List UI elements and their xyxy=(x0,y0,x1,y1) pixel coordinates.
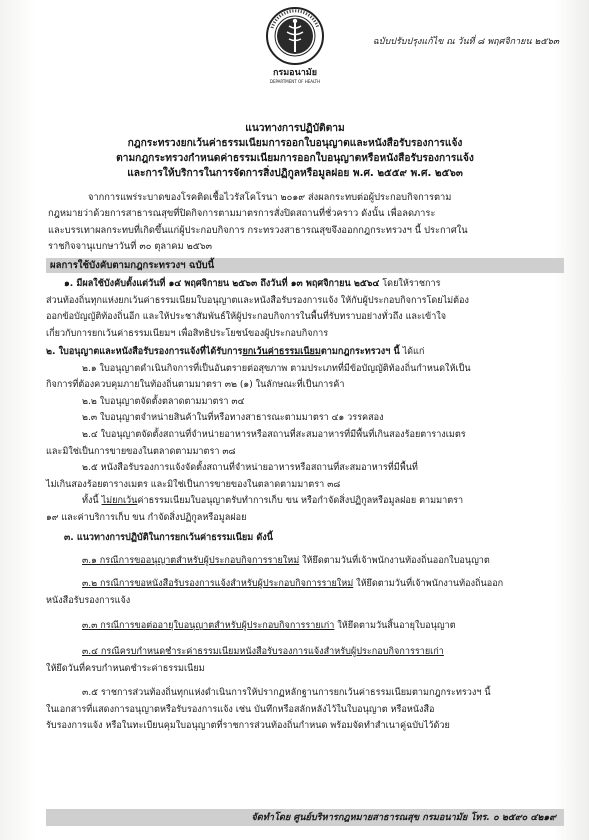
document-title xyxy=(40,121,550,181)
section-2 xyxy=(46,344,562,527)
intro-line: จากการแพร่ระบาดของโรคติดเชื้อไวรัสโคโรนา ๒๐๑๙ ส่งผลกระทบต่อผู้ประกอบกิจการตาม xyxy=(88,192,452,203)
section-2-line: ๒.๔ ใบอนุญาตจัดตั้งสถานที่จำหน่ายอาหารหรือสถานที่สะสมอาหารที่มีพื้นที่เกินสองร้อยตารางเมตร xyxy=(82,429,466,440)
section-2-line: ๒.๓ ใบอนุญาตจำหน่ายสินค้าในที่หรือทางสาธารณะตามมาตรา ๔๑ วรรคสอง xyxy=(82,413,384,424)
section-1-line: เกี่ยวกับการยกเว้นค่าธรรมเนียมฯ เพื่อสิทธิประโยชน์ของผู้ประกอบกิจการ xyxy=(46,328,329,339)
section-3-item-cont: ให้ยึดวันที่ครบกำหนดชำระค่าธรรมเนียม xyxy=(46,663,205,674)
section-2-heading-end: ได้แก่ xyxy=(399,347,425,357)
section-3-item-text: ให้ยึดตามวันที่เจ้าพนักงานท้องถิ่นออก xyxy=(353,579,504,590)
section-1-line: ส่วนท้องถิ่นทุกแห่งยกเว้นค่าธรรมเนียมใบอนุญาตและหนังสือรับรองการแจ้ง ให้กับผู้ประกอบกิจการโดยไม่ต้อง xyxy=(46,295,469,306)
section-2-line: ๒.๒ ใบอนุญาตจัดตั้งตลาดตามมาตรา ๓๔ xyxy=(82,396,245,407)
section-3-item-label: ๓.๑ กรณีการขออนุญาตสำหรับผู้ประกอบกิจการรายใหม่ xyxy=(82,555,300,566)
intro-paragraph xyxy=(48,190,562,255)
section-2-line: ๒.๕ หนังสือรับรองการแจ้งจัดตั้งสถานที่จำหน่ายอาหารหรือสถานที่สะสมอาหารที่มีพื้นที่ xyxy=(82,463,418,474)
section-2-heading-underlined: ยกเว้นค่าธรรมเนียม xyxy=(242,347,321,357)
intro-line: กฎหมายว่าด้วยการสาธารณสุขที่ปิดกิจการตามมาตรการสั่งปิดสถานที่ชั่วคราว ดังนั้น เพื่อลดภาระ xyxy=(48,208,436,220)
section-3-heading: ๓. แนวทางการปฏิบัติในการยกเว้นค่าธรรมเนียม ดังนี้ xyxy=(64,533,273,543)
section-2-note: ทั้งนี้ xyxy=(82,496,102,507)
section-3-last-line: รับรองการแจ้ง หรือในทะเบียนคุมใบอนุญาตที่ราชการส่วนท้องถิ่นกำหนด พร้อมจัดทำสำเนาคู่ฉบับไว้ด้วย xyxy=(46,721,450,732)
section-3-item-label: ๓.๓ กรณีการขอต่ออายุใบอนุญาตสำหรับผู้ประกอบกิจการรายเก่า xyxy=(82,621,335,632)
section-2-heading: ๒. ใบอนุญาตและหนังสือรับรองการแจ้งที่ได้รับการ xyxy=(46,347,243,357)
section-3-last-line: ๓.๕ ราชการส่วนท้องถิ่นทุกแห่งดำเนินการให้ปรากฏหลักฐานการยกเว้นค่าธรรมเนียมตามกฎกระทรวงฯ นี้ xyxy=(82,688,491,699)
section-2-note-line: ๑๙ และค่าบริการเก็บ ขน กำจัดสิ่งปฏิกูลหรือมูลฝอย xyxy=(46,512,247,523)
section-1-line: ออกข้อบัญญัติท้องถิ่นอีก และให้ประชาสัมพันธ์ให้ผู้ประกอบกิจการในพื้นที่รับทราบอย่างทั่วถึง และเข้าใจ xyxy=(46,312,447,323)
title-line: ตามกฎกระทรวงกำหนดค่าธรรมเนียมการออกใบอนุญาตหรือหนังสือรับรองการแจ้ง xyxy=(116,153,474,164)
section-2-line: ๒.๑ ใบอนุญาตดำเนินกิจการที่เป็นอันตรายต่อสุขภาพ ตามประเภทที่มีข้อบัญญัติท้องถิ่นกำหนดให้เป็น xyxy=(82,363,471,374)
section-2-note-rest: ค่าธรรมเนียมใบอนุญาตรับทำการเก็บ ขน หรือกำจัดสิ่งปฏิกูลหรือมูลฝอย ตามมาตรา xyxy=(137,496,464,507)
edition-note: ฉบับปรับปรุงแก้ไข ณ วันที่ ๘ พฤศจิกายน ๒๕๖๓ xyxy=(372,37,559,47)
section-1-heading: ๑. มีผลใช้บังคับตั้งแต่วันที่ ๑๔ พฤศจิกายน ๒๕๖๓ ถึงวันที่ ๑๓ พฤศจิกายน ๒๕๖๔ xyxy=(64,279,380,289)
section-bar: ผลการใช้บังคับตามกฎกระทรวงฯ ฉบับนี้ xyxy=(46,258,564,273)
department-name-thai: กรมอนามัย xyxy=(272,68,318,78)
section-2-heading-tail: ตามกฎกระทรวงฯ นี้ xyxy=(320,347,400,357)
footer-credit: จัดทำโดย ศูนย์บริหารกฎหมายสาธารณสุข กรมอนามัย โทร. ๐ ๒๕๙๐ ๔๒๑๙ xyxy=(46,809,564,826)
section-3-item-label: ๓.๔ กรณีครบกำหนดชำระค่าธรรมเนียมหนังสือรับรองการแจ้งสำหรับผู้ประกอบกิจการรายเก่า xyxy=(82,646,444,657)
section-2-line: และมิใช่เป็นการขายของในตลาดตามมาตรา ๓๘ xyxy=(46,446,236,457)
section-2-note-underlined: ไม่ยกเว้น xyxy=(101,496,138,507)
intro-line: และบรรเทาผลกระทบที่เกิดขึ้นแก่ผู้ประกอบกิจการ กระทรวงสาธารณสุขจึงออกกฎกระทรวงฯ นี้ ประกาศใน xyxy=(48,224,468,236)
section-2-line: ไม่เกินสองร้อยตารางเมตร และมิใช่เป็นการขายของในตลาดตามมาตรา ๓๘ xyxy=(46,479,341,490)
section-3 xyxy=(46,530,562,735)
section-2-line: กิจการที่ต้องควบคุมภายในท้องถิ่นตามมาตรา ๓๒ (๑) ในลักษณะที่เป็นการค้า xyxy=(46,380,345,391)
section-3-item-label: ๓.๒ กรณีการขอหนังสือรับรองการแจ้งสำหรับผู้ประกอบกิจการรายใหม่ xyxy=(82,579,354,590)
section-1 xyxy=(46,276,562,342)
title-line: แนวทางการปฏิบัติตาม xyxy=(245,123,345,134)
department-seal-icon xyxy=(265,6,325,66)
department-logo xyxy=(261,6,329,98)
section-3-item-text: ให้ยึดตามวันสิ้นอายุใบอนุญาต xyxy=(334,621,456,632)
section-1-heading-rest: โดยให้ราชการ xyxy=(379,279,441,289)
section-3-item-text: ให้ยึดตามวันที่เจ้าพนักงานท้องถิ่นออกใบอนุญาต xyxy=(299,555,490,566)
title-line: กฎกระทรวงยกเว้นค่าธรรมเนียมการออกใบอนุญาตและหนังสือรับรองการแจ้ง xyxy=(127,138,463,149)
section-3-item-cont: หนังสือรับรองการแจ้ง xyxy=(46,595,131,606)
intro-line: ราชกิจจานุเบกษาวันที่ ๓๐ ตุลาคม ๒๕๖๓ xyxy=(48,240,213,252)
department-name-english: DEPARTMENT OF HEALTH xyxy=(269,79,321,84)
title-line: และการให้บริการในการจัดการสิ่งปฏิกูลหรือมูลฝอย พ.ศ. ๒๕๕๙ พ.ศ. ๒๕๖๓ xyxy=(127,168,463,179)
section-3-last-line: ในเอกสารที่แสดงการอนุญาตหรือรับรองการแจ้ง เช่น บันทึกหรือสลักหลังไว้ในใบอนุญาต หรือหนังสือ xyxy=(46,704,435,715)
